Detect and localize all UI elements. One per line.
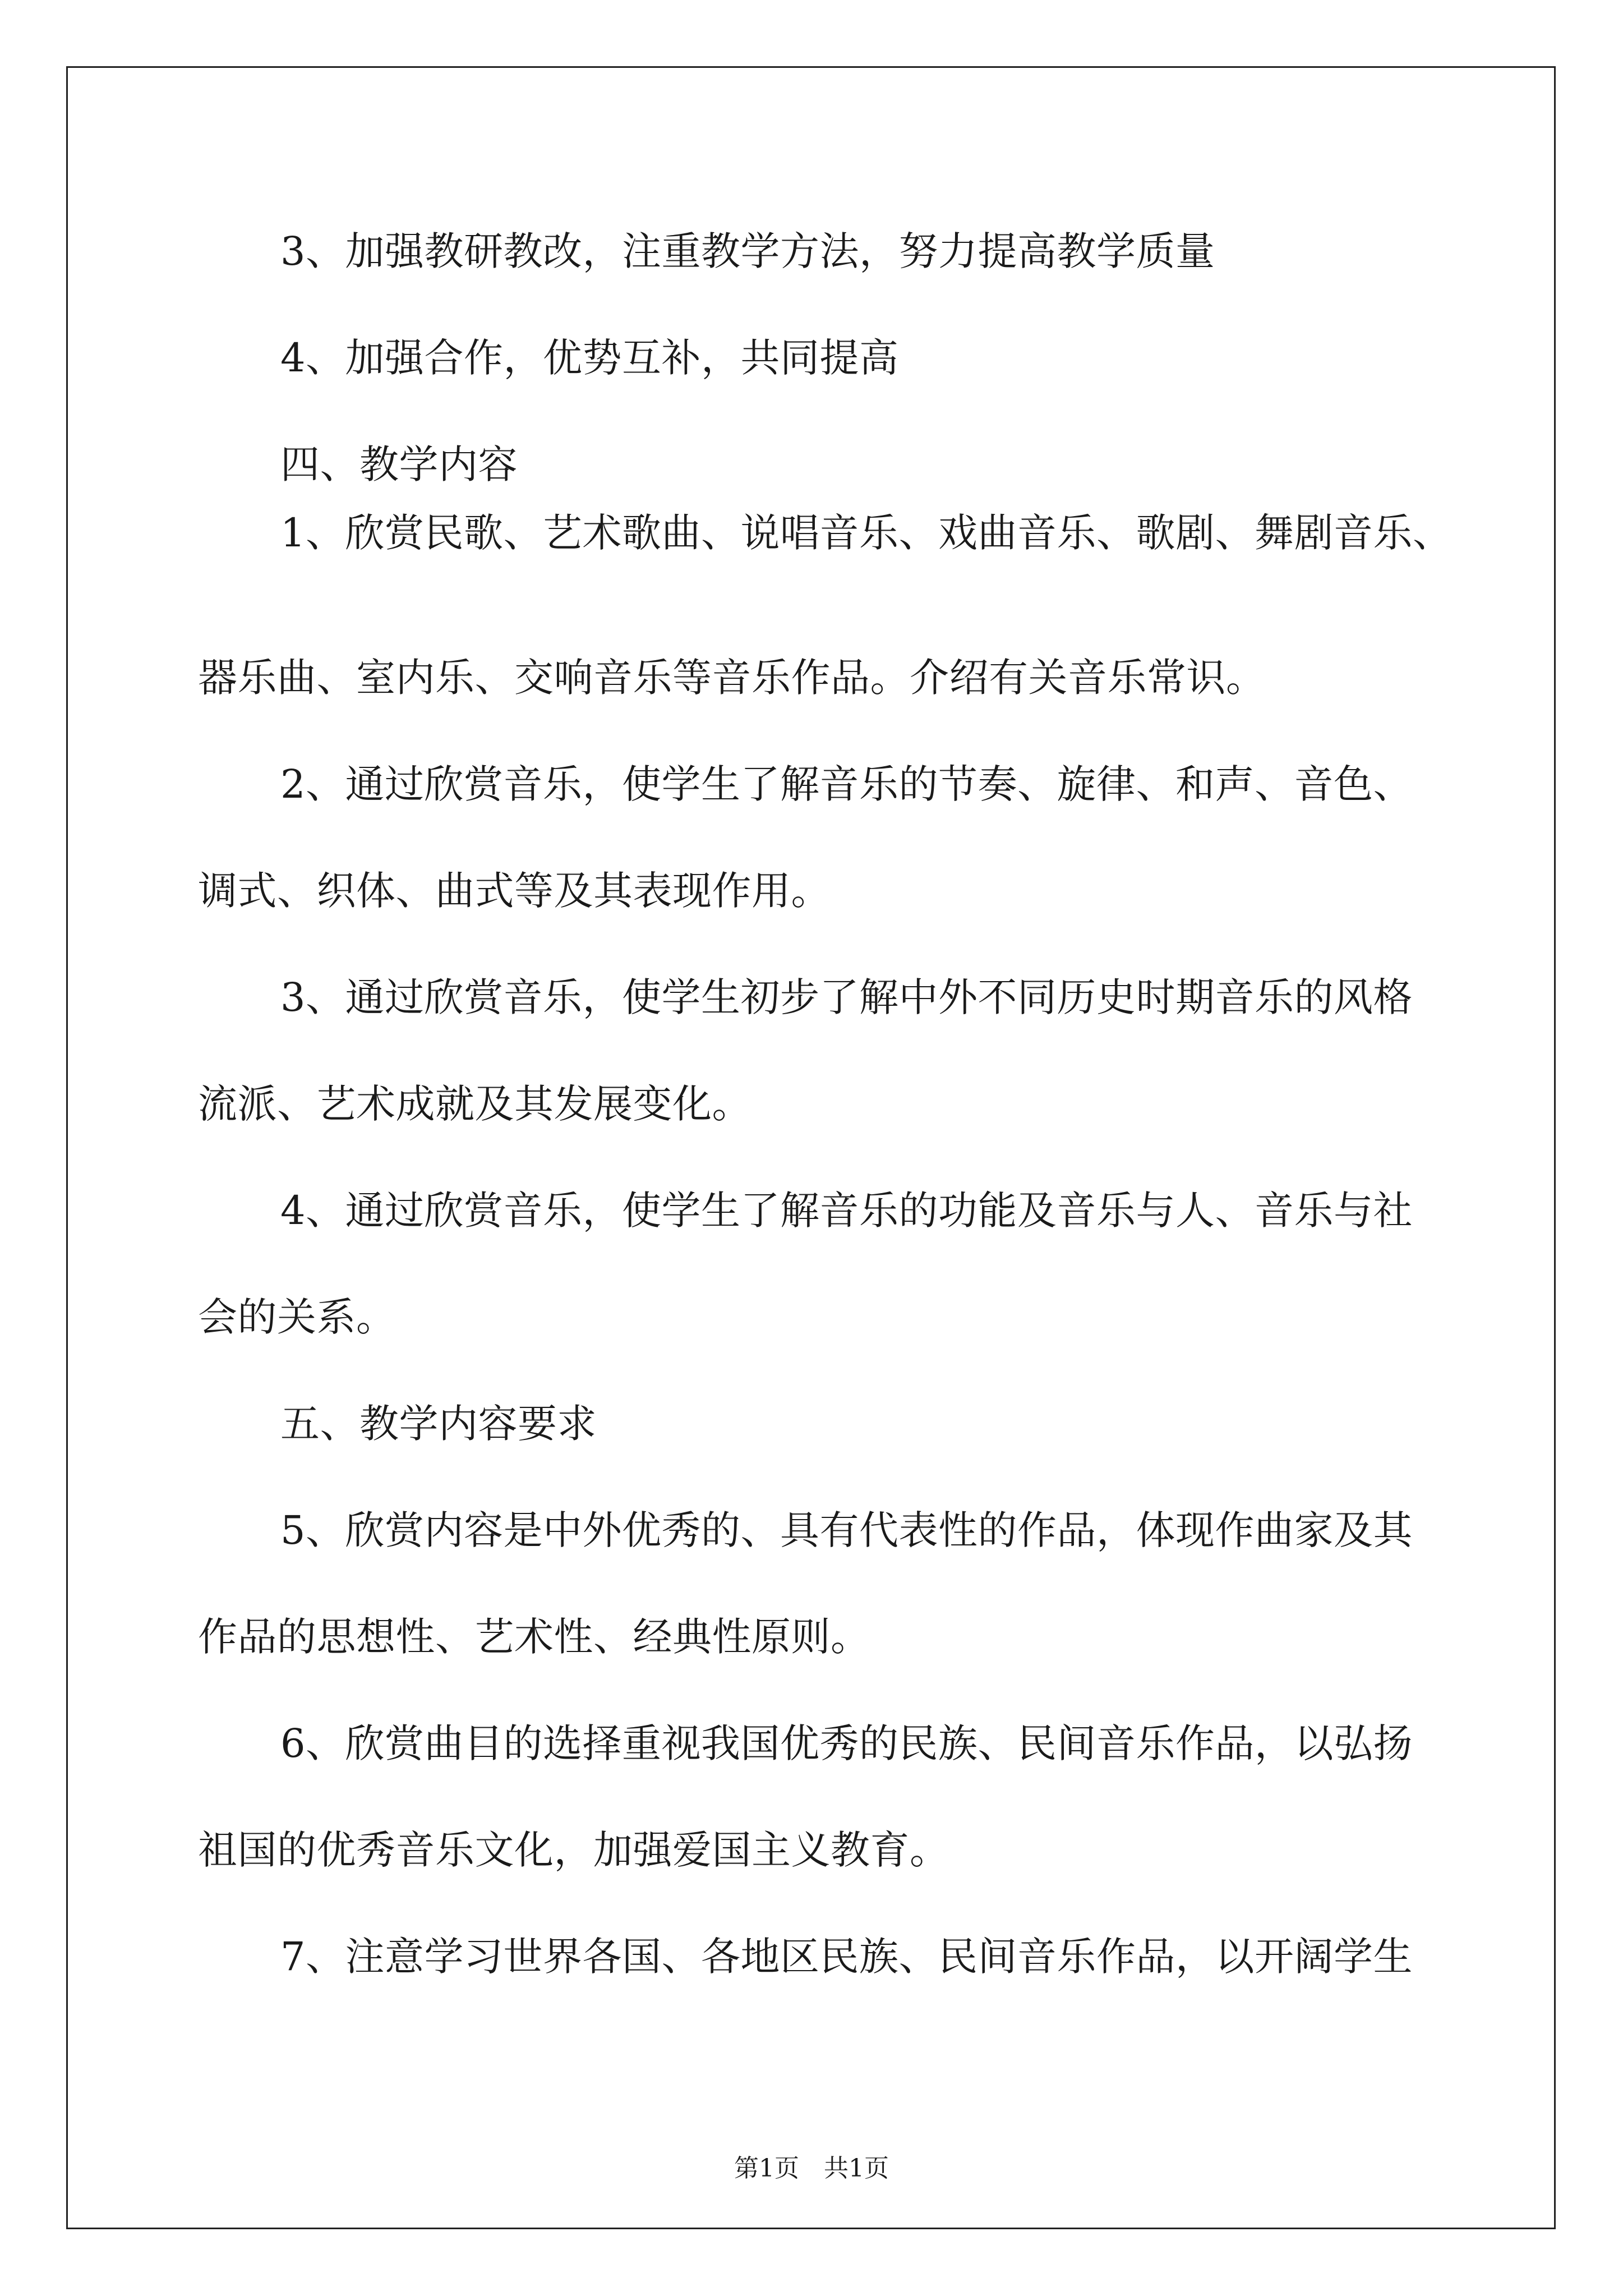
paragraph-line: 2、通过欣赏音乐，使学生了解音乐的节奏、旋律、和声、音色、 [280,761,1413,807]
paragraph-line: 3、通过欣赏音乐，使学生初步了解中外不同历史时期音乐的风格 [280,974,1413,1020]
paragraph-line: 4、通过欣赏音乐，使学生了解音乐的功能及音乐与人、音乐与社 [280,1188,1413,1234]
paragraph-line: 5、欣赏内容是中外优秀的、具有代表性的作品，体现作曲家及其 [280,1507,1413,1553]
page-border [66,66,1556,2229]
section-heading: 五、教学内容要求 [280,1401,597,1447]
paragraph-line: 6、欣赏曲目的选择重视我国优秀的民族、民间音乐作品，以弘扬 [280,1720,1413,1766]
paragraph-line: 祖国的优秀音乐文化，加强爱国主义教育。 [198,1827,949,1873]
paragraph-line: 3、加强教研教改，注重教学方法，努力提高教学质量 [280,228,1215,274]
paragraph-line: 1、欣赏民歌、艺术歌曲、说唱音乐、戏曲音乐、歌剧、舞剧音乐、 [280,510,1453,556]
section-heading: 四、教学内容 [280,441,518,487]
paragraph-line: 流派、艺术成就及其发展变化。 [198,1081,751,1127]
paragraph-line: 器乐曲、室内乐、交响音乐等音乐作品。介绍有关音乐常识。 [198,655,1266,701]
paragraph-line: 4、加强合作，优势互补，共同提高 [280,335,899,381]
paragraph-line: 会的关系。 [198,1294,396,1340]
page-number-footer: 第1页 共1页 [734,2154,889,2183]
paragraph-line: 调式、织体、曲式等及其表现作用。 [198,868,831,914]
paragraph-line: 作品的思想性、艺术性、经典性原则。 [198,1614,870,1660]
paragraph-line: 7、注意学习世界各国、各地区民族、民间音乐作品，以开阔学生 [280,1934,1413,1980]
